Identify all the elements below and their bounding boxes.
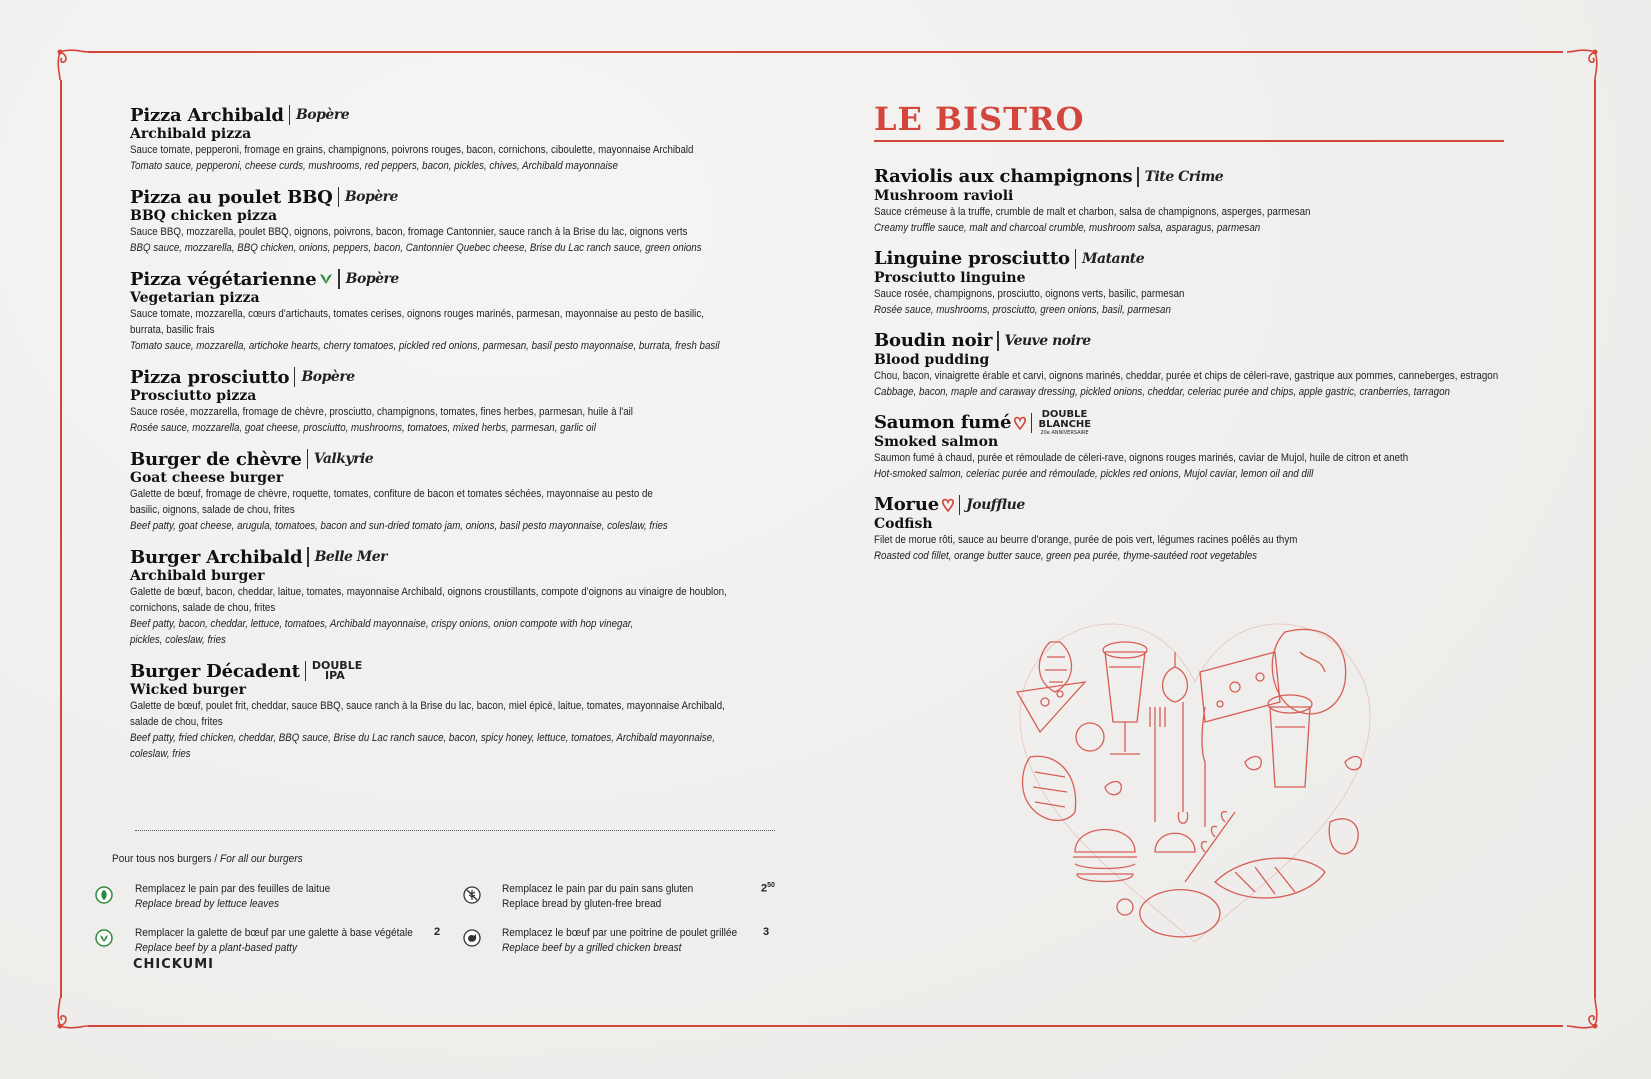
- dish-name: Saumon fumé: [874, 412, 1012, 433]
- beer-pairing: Joufflue: [966, 496, 1025, 513]
- dish-english-name: Prosciutto linguine: [874, 269, 1026, 286]
- dish-english-name: Archibald pizza: [130, 126, 252, 142]
- chicken-icon: [463, 929, 481, 947]
- burger-options-header-en: For all our burgers: [220, 853, 303, 865]
- dish-description-fr: Sauce tomate, pepperoni, fromage en grains, champignons, poivrons rouges, bacon, cornichons, ciboulette, mayonnaise Archibald: [130, 144, 694, 156]
- dish-description-en: Creamy truffle sauce, malt and charcoal crumble, mushroom salsa, asparagus, parmesan: [874, 221, 1261, 234]
- dish-description-en: Beef patty, goat cheese, arugula, tomatoes, bacon and sun-dried tomato jam, onions, basil pesto mayonnaise, coleslaw, fries: [130, 520, 668, 532]
- frame-top-line: [88, 51, 1563, 53]
- dish-description-en: Rosée sauce, mozzarella, goat cheese, prosciutto, mushrooms, tomatoes, mixed herbs, parmesan, garlic oil: [130, 422, 596, 434]
- option-en: Replace bread by gluten-free bread: [502, 898, 662, 910]
- dish-description-en: Cabbage, bacon, maple and caraway dressing, pickled onions, cheddar, celeriac purée and chips, apple gastric, cranberries, tarragon: [874, 385, 1450, 398]
- dish-english-name: Blood pudding: [874, 351, 990, 368]
- dish-english-name: Smoked salmon: [874, 433, 999, 450]
- left-menu-column: [130, 104, 770, 774]
- dish-description-fr: Sauce tomate, mozzarella, cœurs d'artichauts, tomates cerises, oignons rouges marinés, parmesan, mayonnaise au pesto de basilic, burrata, basilic frais: [130, 308, 704, 336]
- dish-description-fr: Sauce crémeuse à la truffe, crumble de malt et charbon, salsa de champignons, asperges, parmesan: [874, 205, 1311, 218]
- menu-item: [874, 330, 1534, 400]
- dish-name: Pizza au poulet BBQ: [130, 186, 333, 208]
- dish-english-name: Archibald burger: [130, 568, 265, 584]
- dish-english-name: Mushroom ravioli: [874, 187, 1014, 204]
- heart-icon: [1014, 416, 1026, 430]
- menu-item: [130, 546, 770, 648]
- heart-icon: [942, 498, 954, 512]
- burger-option: [135, 882, 347, 912]
- dish-name: Pizza prosciutto: [130, 366, 290, 388]
- corner-ornament-icon: [1563, 994, 1603, 1034]
- price-cents: 50: [767, 882, 775, 889]
- food-heart-illustration: [1005, 612, 1385, 952]
- frame-bottom-line: [88, 1025, 1563, 1027]
- dish-description-fr: Saumon fumé à chaud, purée et rémoulade de céleri-rave, oignons rouges marinés, caviar de Mujol, huile de citron et aneth: [874, 451, 1409, 464]
- dish-english-name: Vegetarian pizza: [130, 290, 260, 306]
- burger-option: [502, 882, 710, 912]
- option-en: Replace beef by a plant-based patty: [135, 942, 298, 954]
- dish-description-en: Tomato sauce, mozzarella, artichoke hearts, cherry tomatoes, pickled red onions, parmesan, basil pesto mayonnaise, burrata, fresh basil: [130, 340, 720, 352]
- corner-ornament-icon: [52, 994, 92, 1034]
- dish-description-fr: Sauce rosée, mozzarella, fromage de chèvre, prosciutto, champignons, tomates, fines herbes, parmesan, huile à l'ail: [130, 406, 633, 418]
- dish-description-fr: Chou, bacon, vinaigrette érable et carvi, oignons marinés, cheddar, purée et chips de céleri-rave, gastrique aux pommes, canneberges, estragon: [874, 369, 1499, 382]
- menu-item: [874, 408, 1534, 482]
- dish-name: Burger Archibald: [130, 546, 303, 568]
- lettuce-icon: [95, 886, 113, 904]
- corner-ornament-icon: [52, 44, 92, 84]
- option-price: [761, 882, 775, 895]
- burger-option: [502, 926, 758, 956]
- dish-english-name: Codfish: [874, 515, 933, 532]
- beer-pairing: Bopère: [345, 271, 399, 287]
- dish-english-name: Wicked burger: [130, 682, 247, 698]
- option-price: 2: [434, 926, 441, 938]
- gluten-free-icon: [463, 886, 481, 904]
- burger-options-header: [112, 853, 303, 865]
- dish-english-name: Goat cheese burger: [130, 470, 284, 486]
- menu-item: [130, 104, 770, 174]
- dish-description-en: Tomato sauce, pepperoni, cheese curds, mushrooms, red peppers, bacon, pickles, chives, Archibald mayonnaise: [130, 160, 618, 172]
- dish-english-name: Prosciutto pizza: [130, 388, 257, 404]
- section-rule: [874, 140, 1504, 142]
- beer-pairing: Veuve noire: [1004, 332, 1091, 349]
- menu-item: [874, 166, 1534, 236]
- dish-name: Pizza Archibald: [130, 104, 284, 126]
- menu-item: [874, 494, 1534, 564]
- dish-description-fr: Sauce rosée, champignons, prosciutto, oignons verts, basilic, parmesan: [874, 287, 1185, 300]
- option-en: Replace beef by a grilled chicken breast: [502, 942, 682, 954]
- dish-description-fr: Sauce BBQ, mozzarella, poulet BBQ, oignons, poivrons, bacon, fromage Cantonnier, sauce ranch à la Brise du lac, oignons verts: [130, 226, 688, 238]
- dish-description-fr: Galette de bœuf, fromage de chèvre, roquette, tomates, confiture de bacon et tomates séchées, mayonnaise au pesto de basilic, oignons, salade de chou, frites: [130, 488, 653, 516]
- beer-pairing: Bopère: [301, 369, 355, 385]
- beer-pairing-logo: [311, 659, 363, 682]
- frame-left-line: [60, 80, 62, 998]
- dish-description-fr: Filet de morue rôti, sauce au beurre d'orange, purée de pois vert, légumes racines poêlés au thym: [874, 533, 1298, 546]
- menu-item: [130, 186, 770, 256]
- dish-name: Linguine prosciutto: [874, 248, 1070, 269]
- dish-description-en: Roasted cod fillet, orange butter sauce, green pea purée, thyme-sautéed root vegetables: [874, 549, 1258, 562]
- option-en: Replace bread by lettuce leaves: [135, 898, 280, 910]
- chickumi-brand-logo: CHICKUMI: [133, 957, 214, 972]
- beer-pairing: Valkyrie: [313, 451, 374, 467]
- beer-box-subtitle: 20e ANNIVERSAIRE: [1040, 429, 1089, 436]
- beer-pairing-logo: [1038, 410, 1090, 436]
- beer-box-label: DOUBLE BLANCHE: [1038, 408, 1092, 430]
- section-title: LE BISTRO: [874, 100, 1085, 138]
- dish-description-fr: Galette de bœuf, poulet frit, cheddar, sauce BBQ, sauce ranch à la Brise du lac, bacon, miel épicé, laitue, tomates, mayonnaise Archibald, salade de chou, frites: [130, 700, 725, 728]
- vegan-icon: [95, 929, 113, 947]
- beer-pairing: Tite Crime: [1144, 168, 1224, 185]
- vegetarian-leaf-icon: [319, 273, 333, 285]
- burger-options-header-fr: Pour tous nos burgers /: [112, 853, 218, 865]
- option-fr: Remplacez le bœuf par une poitrine de poulet grillée: [502, 927, 738, 939]
- dish-english-name: BBQ chicken pizza: [130, 208, 278, 224]
- menu-item: [130, 268, 770, 354]
- menu-item: [130, 448, 770, 534]
- dish-description-en: BBQ sauce, mozzarella, BBQ chicken, onions, peppers, bacon, Cantonnier Quebec cheese, Brise du Lac ranch sauce, green onions: [130, 242, 702, 254]
- dish-description-fr: Galette de bœuf, bacon, cheddar, laitue, tomates, mayonnaise Archibald, oignons croustillants, compote d'oignons au vinaigre de houblon, cornichons, salade de chou, frites: [130, 586, 727, 614]
- dish-description-en: Rosée sauce, mushrooms, prosciutto, green onions, basil, parmesan: [874, 303, 1171, 316]
- corner-ornament-icon: [1563, 44, 1603, 84]
- beer-box-label: DOUBLE IPA: [311, 659, 363, 682]
- dish-name: Morue: [874, 494, 939, 515]
- dish-name: Boudin noir: [874, 330, 993, 351]
- menu-item: [874, 248, 1534, 318]
- beer-pairing: Bopère: [295, 107, 350, 123]
- beer-pairing: Bopère: [344, 189, 398, 205]
- option-fr: Remplacez le pain par des feuilles de laitue: [135, 883, 331, 895]
- frame-right-line: [1594, 80, 1596, 998]
- beer-pairing: Belle Mer: [314, 549, 388, 565]
- dish-name: Raviolis aux champignons: [874, 166, 1133, 187]
- dish-description-en: Hot-smoked salmon, celeriac purée and rémoulade, pickles red onions, Mujol caviar, lemon oil and dill: [874, 467, 1314, 480]
- burger-option: [135, 926, 437, 956]
- bistro-column: [874, 100, 1534, 576]
- dish-name: Burger Décadent: [130, 660, 300, 682]
- dish-description-en: Beef patty, fried chicken, cheddar, BBQ sauce, Brise du Lac ranch sauce, bacon, spicy honey, lettuce, tomatoes, Archibald mayonnaise, coleslaw, fries: [130, 732, 715, 760]
- option-price: 3: [763, 926, 770, 938]
- dotted-divider: [135, 830, 775, 831]
- dish-description-en: Beef patty, bacon, cheddar, lettuce, tomatoes, Archibald mayonnaise, crispy onions, onion compote with hop vinegar, pickles, coleslaw, fries: [130, 618, 634, 646]
- menu-item: [130, 366, 770, 436]
- menu-item: [130, 660, 770, 762]
- option-fr: Remplacer la galette de bœuf par une galette à base végétale: [135, 927, 413, 939]
- option-fr: Remplacez le pain par du pain sans gluten: [502, 883, 694, 895]
- price-value: 2: [761, 882, 768, 895]
- dish-name: Pizza végétarienne: [130, 268, 317, 290]
- beer-pairing: Matante: [1082, 250, 1145, 267]
- dish-name: Burger de chèvre: [130, 448, 302, 470]
